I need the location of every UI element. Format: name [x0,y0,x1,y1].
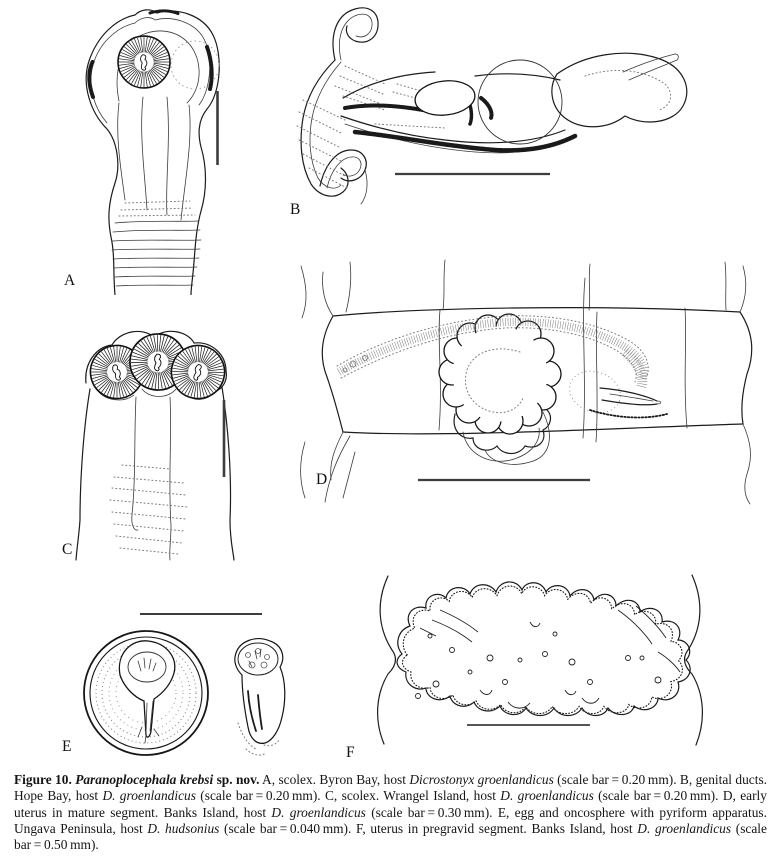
figure-caption [14,772,767,853]
panel-c-drawing [50,325,250,565]
panel-label-c: C [62,541,73,558]
segment-striations-a [112,201,201,286]
caption-run: Paranoplocephala krebsi [75,772,214,787]
caption-run: D. hudsonius [147,820,220,836]
caption-run: (scale bar = 0.040 mm). F, uterus in pregravid segment. Banks Island, host [219,820,638,836]
pregravid-uterus-sac [397,582,690,716]
caption-run: D. groenlandicus [271,804,366,820]
caption-run: D. groenlandicus [102,788,196,804]
duct-bundle [341,72,575,153]
sucker-a [118,36,170,88]
caption-run: sp. nov. [213,772,260,787]
caption-run: Dicrostonyx groenlandicus [409,772,554,787]
panel-b-drawing [285,0,765,222]
terminal-genitalia-b [478,53,687,144]
panel-label-f: F [346,744,355,761]
panel-label-d: D [316,471,328,488]
caption-run: Figure 10. [14,772,76,787]
uterus-stippled-edge [402,586,682,714]
caption-run: (scale bar = 0.50 mm). [14,820,767,853]
caption-run: A, scolex. Byron Bay, host [259,772,410,787]
panel-f-drawing [340,562,770,767]
pyriform-apparatus [119,641,174,737]
panel-label-a: A [64,272,76,289]
uterus-rosette [439,314,561,464]
panel-label-b: B [290,201,301,218]
panel-d-drawing [295,252,765,507]
egg-drawing [84,631,208,755]
caption-run: (scale bar = 0.20 mm). D, early uterus in mature segment. Banks Island, host [14,788,767,820]
caption-run: (scale bar = 0.20 mm). B, genital ducts. Hope Bay, host [14,772,767,804]
caption-run: (scale bar = 0.20 mm). C, scolex. Wrangel Island, host [195,788,501,804]
caption-run: D. groenlandicus [500,788,594,804]
caption-run: (scale bar = 0.30 mm). E, egg and oncosphere with pyriform apparatus. Ungava Peninsula, host [14,804,767,836]
oncosphere-drawing [235,639,285,755]
panel-label-e: E [62,738,72,755]
stipple-shading-c [110,465,188,554]
panel-e-drawing [50,595,320,767]
panel-a-drawing [55,5,245,295]
cirrus-sac-d [564,364,667,419]
uterus-inner-marks [416,606,681,708]
caption-run: D. groenlandicus [637,820,732,836]
